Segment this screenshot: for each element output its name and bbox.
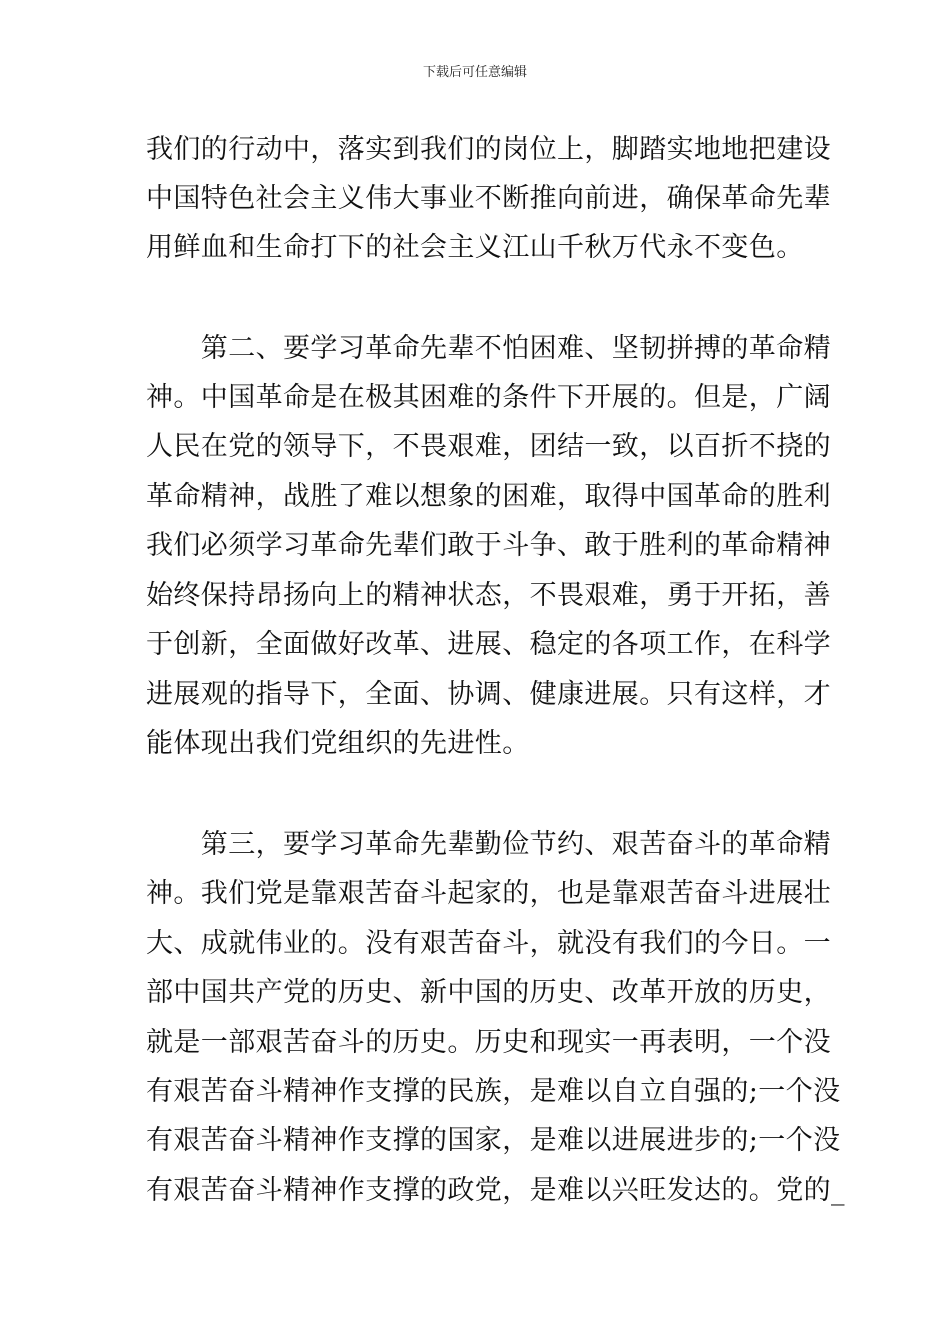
page-header: 下载后可任意编辑	[422, 65, 527, 80]
text-line: 进展观的指导下，全面、协调、健康进展。只有这样，才	[146, 679, 831, 710]
text-line: 于创新，全面做好改革、进展、稳定的各项工作，在科学	[146, 629, 831, 660]
text-line: 第二、要学习革命先辈不怕困难、坚韧拼搏的革命精	[146, 333, 831, 364]
text-line: 有艰苦奋斗精神作支撑的民族，是难以自立自强的;一个没	[146, 1076, 841, 1107]
text-line: 有艰苦奋斗精神作支撑的国家，是难以进展进步的;一个没	[146, 1125, 841, 1156]
text-line: 用鲜血和生命打下的社会主义江山千秋万代永不变色。	[146, 232, 804, 263]
text-line: 人民在党的领导下，不畏艰难，团结一致，以百折不挠的	[146, 431, 831, 462]
text-line: 始终保持昂扬向上的精神状态，不畏艰难，勇于开拓，善	[146, 580, 831, 611]
text-line: 革命精神，战胜了难以想象的困难，取得中国革命的胜利	[146, 481, 831, 512]
text-line: 部中国共产党的历史、新中国的历史、改革开放的历史，	[146, 977, 831, 1008]
text-line: 第三，要学习革命先辈勤俭节约、艰苦奋斗的革命精	[146, 829, 831, 860]
text-line: 能体现出我们党组织的先进性。	[146, 728, 530, 759]
text-line: 中国特色社会主义伟大事业不断推向前进，确保革命先辈	[146, 183, 831, 214]
text-line: 就是一部艰苦奋斗的历史。历史和现实一再表明，一个没	[146, 1027, 831, 1058]
text-line: 神。我们党是靠艰苦奋斗起家的，也是靠艰苦奋斗进展壮	[146, 878, 831, 909]
text-line: 有艰苦奋斗精神作支撑的政党，是难以兴旺发达的。党的_	[146, 1175, 845, 1206]
text-line: 我们的行动中，落实到我们的岗位上，脚踏实地地把建设	[146, 134, 831, 165]
text-line: 我们必须学习革命先辈们敢于斗争、敢于胜利的革命精神	[146, 530, 831, 561]
text-line: 大、成就伟业的。没有艰苦奋斗，就没有我们的今日。一	[146, 928, 831, 959]
text-line: 神。中国革命是在极其困难的条件下开展的。但是，广阔	[146, 382, 831, 413]
